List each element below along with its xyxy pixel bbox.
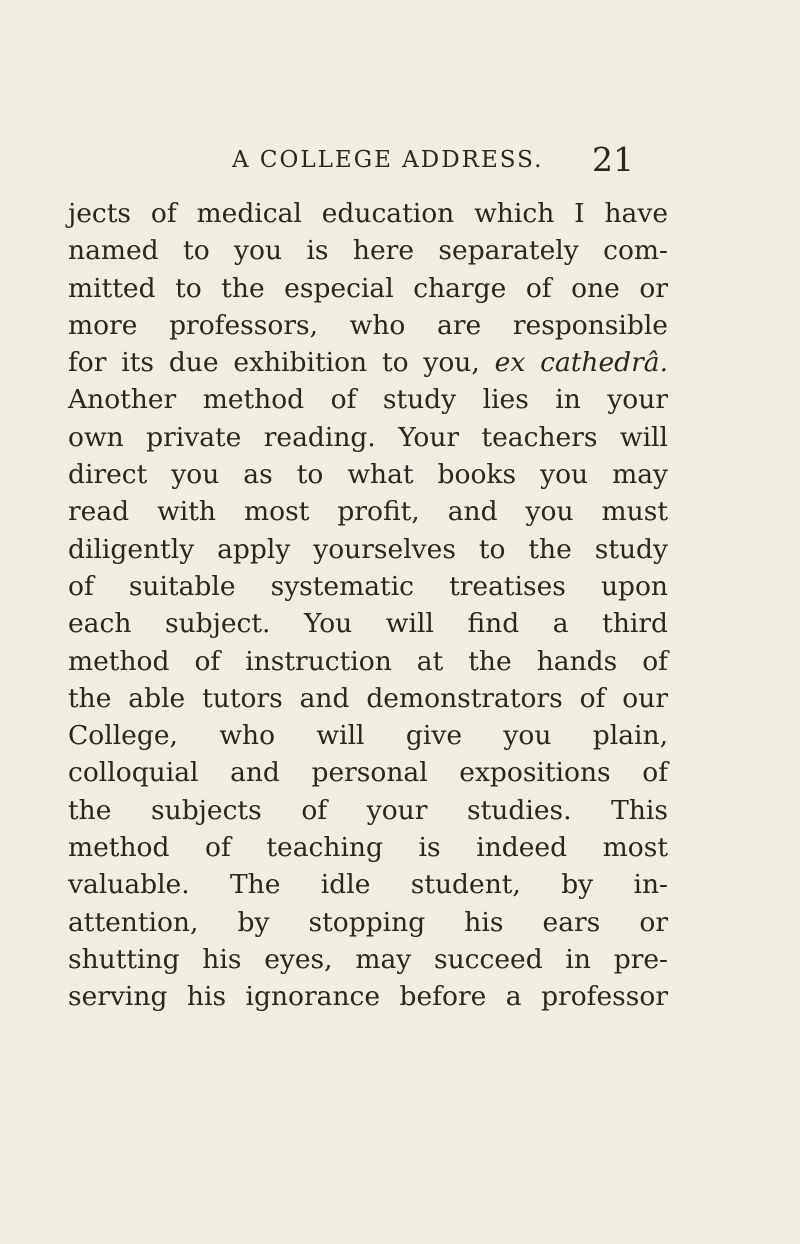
text-line: jects of medical education which I have: [68, 198, 668, 229]
text-line: diligently apply yourselves to the study: [68, 533, 668, 565]
text-line: of suitable systematic treatises upon: [68, 570, 668, 602]
italic-phrase: ex cathedrâ.: [494, 347, 668, 379]
text-line: read with most profit, and you must: [68, 496, 668, 528]
text-line: the able tutors and demonstrators of our: [68, 682, 668, 714]
text-line: each subject. You will find a third: [68, 608, 668, 640]
text-line: more professors, who are responsible: [68, 309, 668, 341]
running-head: [0, 142, 800, 182]
text-line: mitted to the especial charge of one or: [68, 272, 668, 304]
text-line: valuable. The idle student, by in-: [68, 869, 668, 901]
text-line: colloquial and personal expositions of: [68, 757, 668, 789]
text-line: attention, by stopping his ears or: [68, 906, 668, 938]
text-line-segment: for its due exhibition to you,: [68, 347, 480, 379]
text-line: shutting his eyes, may succeed in pre-: [68, 943, 668, 975]
text-line: own private reading. Your teachers will: [68, 421, 668, 453]
text-line: College, who will give you plain,: [68, 720, 668, 752]
running-title: A COLLEGE ADDRESS.: [232, 147, 544, 173]
text-line: Another method of study lies in your: [68, 384, 668, 416]
text-line: method of instruction at the hands of: [68, 645, 668, 677]
text-line: the subjects of your studies. This: [68, 794, 668, 826]
text-line: direct you as to what books you may: [68, 459, 668, 491]
text-line: method of teaching is indeed most: [68, 832, 668, 864]
text-line: [68, 344, 668, 381]
page-number: 21: [592, 140, 634, 179]
text-line: serving his ignorance before a professor: [68, 981, 668, 1013]
body-text: [68, 195, 668, 1016]
text-line: named to you is here separately com-: [68, 235, 668, 267]
